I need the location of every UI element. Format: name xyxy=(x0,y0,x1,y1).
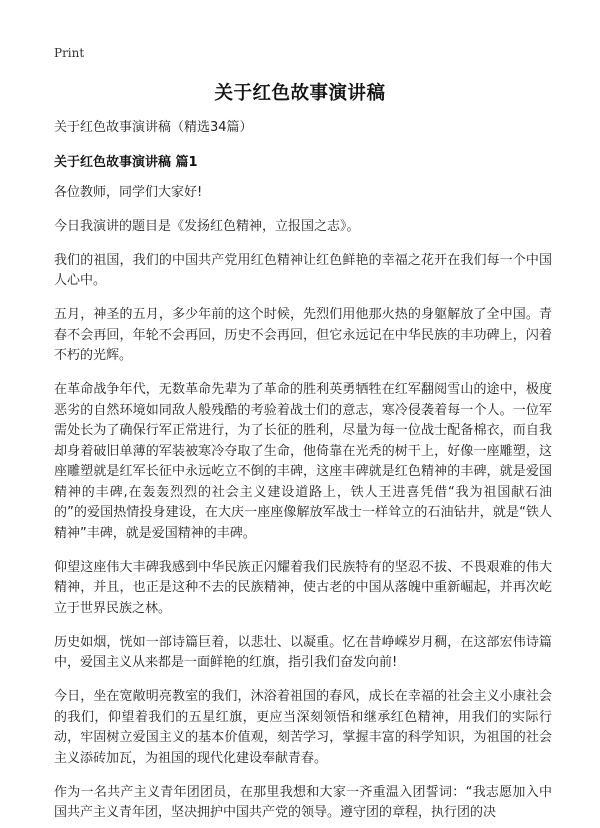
print-link[interactable]: Print xyxy=(54,46,85,60)
paragraph: 在革命战争年代，无数革命先辈为了革命的胜利英勇牺牲在红军翻阅雪山的途中，极度恶劣的自然环境如同敌人般残酷的考验着战士们的意志，寒冷侵袭着每一个人。一位军需处长为了确保行军正常进行，为了长征的胜利，尽量为每一位战士配备棉衣，而自我却身着破旧单薄的军装被寒冷夺取了生命，他倚靠在光秃的树干上，好像一座雕塑，这座雕塑就是红军长征中永远屹立不倒的丰碑，这座丰碑就是红色精神的丰碑，就是爱国精神的丰碑,在轰轰烈烈的社会主义建设道路上，铁人王进喜凭借“我为祖国献石油的”的爱国热情投身建设，在大庆一座座像解放军战士一样耸立的石油钻井，就是“铁人精神”丰碑，就是爱国精神的丰碑。 xyxy=(54,382,552,541)
paragraph: 作为一名共产主义青年团团员，在那里我想和大家一齐重温入团誓词：“我志愿加入中国共产主义青年团，坚决拥护中国共产党的领导。遵守团的章程，执行团的决 xyxy=(54,784,552,820)
paragraph: 今日，坐在宽敞明亮教室的我们，沐浴着祖国的春风，成长在幸福的社会主义小康社会的我们，仰望着我们的五星红旗，更应当深刻领悟和继承红色精神，用我们的实际行动，牢固树立爱国主义的基本价值观，刻苦学习，掌握丰富的科学知识，为祖国的社会主义添砖加瓦，为祖国的现代化建设奉献青春。 xyxy=(54,689,552,766)
paragraph: 我们的祖国，我们的中国共产党用红色精神让红色鲜艳的幸福之花开在我们每一个中国人心中。 xyxy=(54,252,552,288)
paragraph-greeting: 各位教师，同学们大家好! xyxy=(54,184,203,200)
paragraph: 历史如烟，恍如一部诗篇巨着，以悲壮、以凝重。忆在昔峥嵘岁月稠，在这部宏伟诗篇中，爱国主义从来都是一面鲜艳的红旗，指引我们奋发向前! xyxy=(54,634,552,670)
paragraph-topic: 今日我演讲的题目是《发扬红色精神，立报国之志》。 xyxy=(54,218,360,234)
document-title: 关于红色故事演讲稿 xyxy=(214,83,386,104)
document-body xyxy=(54,118,552,828)
paragraph: 仰望这座伟大丰碑我感到中华民族正闪耀着我们民族特有的坚忍不拔、不畏艰难的伟大精神，并且，也正是这种不去的民族精神，使古老的中国从落魄中重新崛起，并再次屹立于世界民族之林。 xyxy=(54,559,552,616)
paragraph: 五月，神圣的五月，多少年前的这个时候，先烈们用他那火热的身躯解放了全中国。青春不会再回，年轮不会再回，历史不会再回，但它永远记在中华民族的丰功碑上，闪着不朽的光辉。 xyxy=(54,307,552,363)
document-subtitle: 关于红色故事演讲稿（精选34篇） xyxy=(54,120,253,135)
section-heading: 关于红色故事演讲稿 篇1 xyxy=(54,154,198,170)
